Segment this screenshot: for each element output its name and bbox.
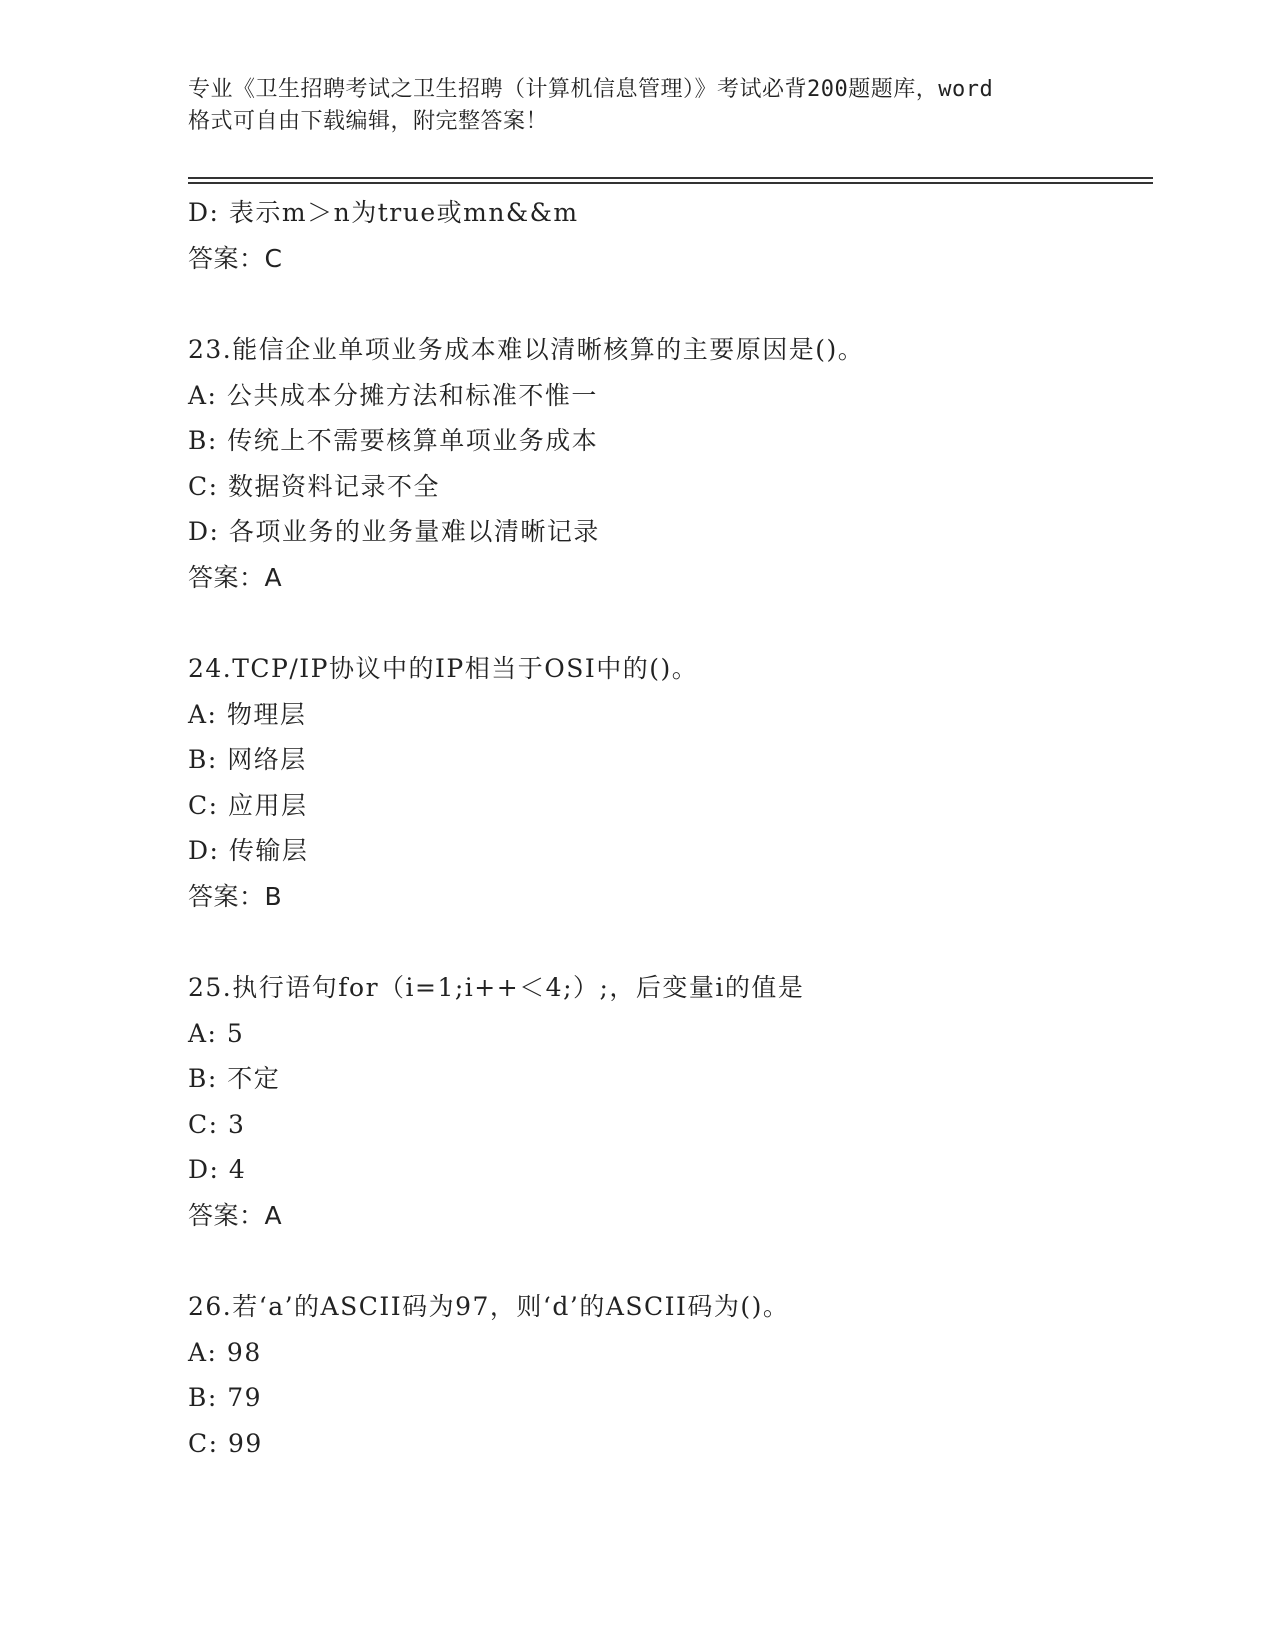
option-c: C: 3 <box>188 1109 246 1139</box>
question-22-tail <box>188 190 1153 281</box>
header-line-1: 专业《卫生招聘考试之卫生招聘（计算机信息管理）》考试必背200题题库，word <box>188 77 994 102</box>
question-stem: 25.执行语句for（i=1;i++＜4;）;，后变量i的值是 <box>188 973 805 1002</box>
option-c: C: 数据资料记录不全 <box>188 471 440 501</box>
header-divider-top <box>188 177 1153 179</box>
option-b: B: 传统上不需要核算单项业务成本 <box>188 426 599 455</box>
answer-line: 答案：B <box>188 881 283 911</box>
option-a: A: 公共成本分摊方法和标准不惟一 <box>188 380 598 410</box>
option-a: A: 物理层 <box>188 699 307 729</box>
option-b: B: 79 <box>188 1383 263 1412</box>
option-a: A: 98 <box>188 1337 262 1367</box>
answer-line: 答案：A <box>188 562 283 592</box>
answer-line: 答案：A <box>188 1200 283 1230</box>
document-body <box>188 190 1153 1466</box>
option-d: D: 4 <box>188 1155 247 1184</box>
question-24 <box>188 646 1153 919</box>
header-divider-bottom <box>188 182 1153 184</box>
answer-line: 答案：C <box>188 243 283 273</box>
option-d: D: 表示m＞n为true或mn&&m <box>188 198 579 227</box>
header-line-2: 格式可自由下载编辑，附完整答案！ <box>188 109 549 134</box>
question-25 <box>188 965 1153 1238</box>
option-b: B: 不定 <box>188 1064 281 1093</box>
document-header <box>188 74 1088 138</box>
question-23 <box>188 327 1153 600</box>
option-c: C: 应用层 <box>188 790 308 820</box>
option-d: D: 传输层 <box>188 836 309 865</box>
option-d: D: 各项业务的业务量难以清晰记录 <box>188 517 600 546</box>
question-26 <box>188 1284 1153 1466</box>
question-stem: 26.若‘a’的ASCII码为97，则‘d’的ASCII码为()。 <box>188 1292 790 1321</box>
option-b: B: 网络层 <box>188 745 307 774</box>
question-stem: 24.TCP/IP协议中的IP相当于OSI中的()。 <box>188 654 699 683</box>
question-stem: 23.能信企业单项业务成本难以清晰核算的主要原因是()。 <box>188 335 865 364</box>
option-a: A: 5 <box>188 1018 245 1048</box>
option-c: C: 99 <box>188 1428 263 1458</box>
